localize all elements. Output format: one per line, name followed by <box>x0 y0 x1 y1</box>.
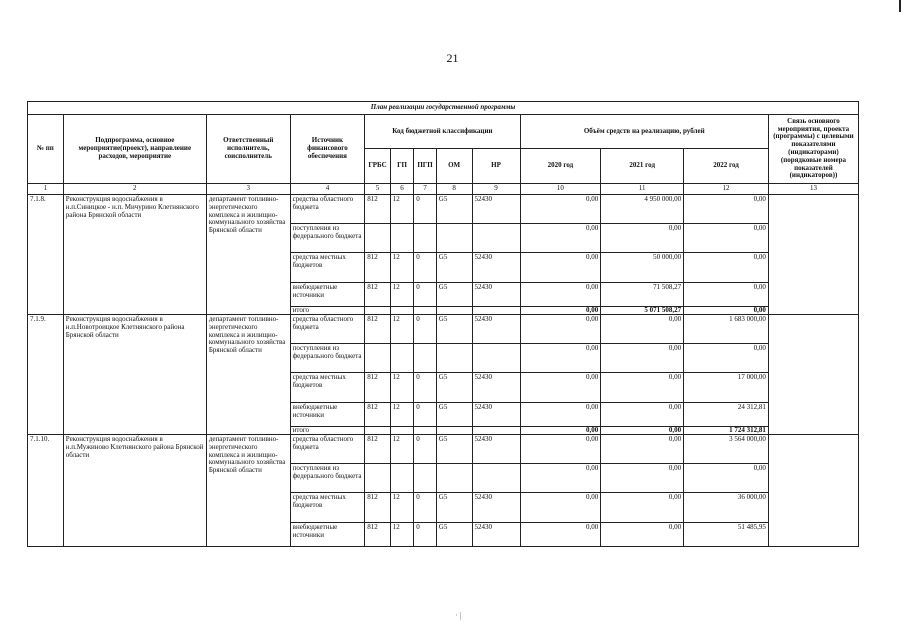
amount-2020-cell: 0,00 <box>520 464 601 493</box>
nr-cell: 52430 <box>472 315 520 344</box>
column-number: 3 <box>206 184 290 195</box>
amount-2022-cell: 24 312,81 <box>684 403 769 427</box>
amount-2022-cell: 36 000,00 <box>684 493 769 523</box>
empty-cell <box>436 307 472 315</box>
pgp-cell: 0 <box>414 523 436 547</box>
grbs-cell: 812 <box>365 493 391 523</box>
om-cell: G5 <box>436 523 472 547</box>
link-cell <box>768 435 858 547</box>
nr-cell <box>472 464 520 493</box>
nr-cell: 52430 <box>472 283 520 307</box>
header-responsible: Ответственный исполнитель, соисполнитель <box>206 115 290 184</box>
gp-cell: 12 <box>390 403 414 427</box>
amount-2021-cell: 50 000,00 <box>601 253 684 283</box>
empty-cell <box>472 427 520 435</box>
source-cell: средства областного бюджета <box>290 315 365 344</box>
pgp-cell <box>414 344 436 373</box>
amount-2021-cell: 71 508,27 <box>601 283 684 307</box>
total-label: итого <box>290 307 365 315</box>
om-cell: G5 <box>436 195 472 224</box>
header-subprogram: Подпрограмма, основное мероприятие(проект), направление расходов, мероприятие <box>63 115 206 184</box>
gp-cell: 12 <box>390 493 414 523</box>
column-number: 7 <box>414 184 436 195</box>
amount-2022-cell: 0,00 <box>684 224 769 253</box>
grbs-cell: 812 <box>365 373 391 403</box>
nr-cell: 52430 <box>472 523 520 547</box>
grbs-cell: 812 <box>365 523 391 547</box>
item-responsible: департамент топливно-энергетического комплекса и жилищно-коммунального хозяйства Брянской области <box>206 195 290 315</box>
empty-cell <box>365 427 391 435</box>
item-number: 7.1.8. <box>28 195 64 315</box>
empty-cell <box>472 307 520 315</box>
total-2022-cell: 0,00 <box>684 307 769 315</box>
amount-2020-cell: 0,00 <box>520 253 601 283</box>
column-number: 11 <box>601 184 684 195</box>
om-cell <box>436 464 472 493</box>
amount-2021-cell: 4 950 000,00 <box>601 195 684 224</box>
item-responsible: департамент топливно-энергетического комплекса и жилищно-коммунального хозяйства Брянской области <box>206 315 290 435</box>
item-responsible: департамент топливно-энергетического комплекса и жилищно-коммунального хозяйства Брянской области <box>206 435 290 547</box>
nr-cell: 52430 <box>472 253 520 283</box>
pgp-cell: 0 <box>414 283 436 307</box>
table-row <box>28 435 859 464</box>
amount-2021-cell: 0,00 <box>601 344 684 373</box>
pgp-cell: 0 <box>414 195 436 224</box>
amount-2021-cell: 0,00 <box>601 493 684 523</box>
gp-cell: 12 <box>390 435 414 464</box>
column-number: 4 <box>290 184 365 195</box>
grbs-cell <box>365 224 391 253</box>
header-om: ОМ <box>436 149 472 184</box>
corner-mark <box>899 0 901 12</box>
header-code-group: Код бюджетной классификации <box>365 115 520 149</box>
header-funds-group: Объём средств на реализацию, рублей <box>520 115 768 149</box>
item-number: 7.1.9. <box>28 315 64 435</box>
om-cell <box>436 224 472 253</box>
header-nr: НР <box>472 149 520 184</box>
om-cell: G5 <box>436 435 472 464</box>
source-cell: внебюджетные источники <box>290 523 365 547</box>
header-2022: 2022 год <box>684 149 769 184</box>
empty-cell <box>414 427 436 435</box>
amount-2020-cell: 0,00 <box>520 195 601 224</box>
column-number: 8 <box>436 184 472 195</box>
source-cell: поступления из федерального бюджета <box>290 224 365 253</box>
source-cell: средства местных бюджетов <box>290 493 365 523</box>
om-cell <box>436 344 472 373</box>
source-cell: поступления из федерального бюджета <box>290 344 365 373</box>
header-pgp: ПГП <box>414 149 436 184</box>
gp-cell <box>390 464 414 493</box>
pgp-cell: 0 <box>414 435 436 464</box>
amount-2021-cell: 0,00 <box>601 224 684 253</box>
source-cell: поступления из федерального бюджета <box>290 464 365 493</box>
amount-2020-cell: 0,00 <box>520 403 601 427</box>
amount-2022-cell: 3 564 000,00 <box>684 435 769 464</box>
amount-2022-cell: 51 485,95 <box>684 523 769 547</box>
amount-2021-cell: 0,00 <box>601 523 684 547</box>
amount-2020-cell: 0,00 <box>520 224 601 253</box>
link-cell <box>768 315 858 435</box>
amount-2020-cell: 0,00 <box>520 493 601 523</box>
grbs-cell <box>365 464 391 493</box>
om-cell: G5 <box>436 373 472 403</box>
empty-cell <box>414 307 436 315</box>
total-2020-cell: 0,00 <box>520 307 601 315</box>
amount-2021-cell: 0,00 <box>601 464 684 493</box>
grbs-cell <box>365 344 391 373</box>
gp-cell <box>390 224 414 253</box>
pgp-cell: 0 <box>414 253 436 283</box>
grbs-cell: 812 <box>365 315 391 344</box>
column-number: 1 <box>28 184 64 195</box>
amount-2021-cell: 0,00 <box>601 435 684 464</box>
amount-2022-cell: 1 683 000,00 <box>684 315 769 344</box>
header-num: № пп <box>28 115 64 184</box>
om-cell: G5 <box>436 283 472 307</box>
pgp-cell: 0 <box>414 403 436 427</box>
header-2020: 2020 год <box>520 149 601 184</box>
total-label: итого <box>290 427 365 435</box>
item-name: Реконструкция водоснабжения в н.п.Новотроицкое Клетнянского района Брянской области <box>63 315 206 435</box>
header-source: Источник финансового обеспечения <box>290 115 365 184</box>
gp-cell <box>390 344 414 373</box>
om-cell: G5 <box>436 253 472 283</box>
grbs-cell: 812 <box>365 195 391 224</box>
table-row <box>28 315 859 344</box>
total-2020-cell: 0,00 <box>520 427 601 435</box>
empty-cell <box>390 427 414 435</box>
grbs-cell: 812 <box>365 403 391 427</box>
gp-cell: 12 <box>390 253 414 283</box>
amount-2021-cell: 0,00 <box>601 315 684 344</box>
link-cell <box>768 195 858 315</box>
pgp-cell <box>414 224 436 253</box>
header-2021: 2021 год <box>601 149 684 184</box>
amount-2020-cell: 0,00 <box>520 344 601 373</box>
amount-2020-cell: 0,00 <box>520 373 601 403</box>
page-number: 21 <box>446 51 459 65</box>
gp-cell: 12 <box>390 195 414 224</box>
amount-2020-cell: 0,00 <box>520 435 601 464</box>
grbs-cell: 812 <box>365 253 391 283</box>
nr-cell <box>472 224 520 253</box>
gp-cell: 12 <box>390 283 414 307</box>
gp-cell: 12 <box>390 523 414 547</box>
grbs-cell: 812 <box>365 283 391 307</box>
amount-2022-cell: 0,00 <box>684 344 769 373</box>
item-name: Реконструкция водоснабжения в н.п.Синицкое - н.п. Мичурино Клетнянского района Брянской области <box>63 195 206 315</box>
amount-2020-cell: 0,00 <box>520 283 601 307</box>
empty-cell <box>365 307 391 315</box>
source-cell: внебюджетные источники <box>290 403 365 427</box>
table-row <box>28 195 859 224</box>
nr-cell: 52430 <box>472 493 520 523</box>
column-number: 2 <box>63 184 206 195</box>
amount-2022-cell: 0,00 <box>684 464 769 493</box>
om-cell: G5 <box>436 315 472 344</box>
total-2021-cell: 0,00 <box>601 427 684 435</box>
column-number: 13 <box>768 184 858 195</box>
amount-2022-cell: 17 000,00 <box>684 373 769 403</box>
item-number: 7.1.10. <box>28 435 64 547</box>
gp-cell: 12 <box>390 315 414 344</box>
header-link: Связь основного мероприятия, проекта (программы) с целевыми показателями (индикаторами) (порядковые номера показателей (индикаторов)) <box>768 115 858 184</box>
source-cell: внебюджетные источники <box>290 283 365 307</box>
empty-cell <box>436 427 472 435</box>
source-cell: средства местных бюджетов <box>290 373 365 403</box>
grbs-cell: 812 <box>365 435 391 464</box>
amount-2020-cell: 0,00 <box>520 315 601 344</box>
header-gp: ГП <box>390 149 414 184</box>
bottom-mark: · | <box>455 611 462 620</box>
empty-cell <box>390 307 414 315</box>
source-cell: средства областного бюджета <box>290 435 365 464</box>
nr-cell <box>472 344 520 373</box>
column-number: 6 <box>390 184 414 195</box>
pgp-cell: 0 <box>414 493 436 523</box>
amount-2021-cell: 0,00 <box>601 373 684 403</box>
om-cell: G5 <box>436 403 472 427</box>
pgp-cell <box>414 464 436 493</box>
nr-cell: 52430 <box>472 373 520 403</box>
column-number: 9 <box>472 184 520 195</box>
amount-2022-cell: 0,00 <box>684 253 769 283</box>
plan-table <box>27 101 859 547</box>
amount-2020-cell: 0,00 <box>520 523 601 547</box>
source-cell: средства областного бюджета <box>290 195 365 224</box>
total-2021-cell: 5 071 508,27 <box>601 307 684 315</box>
nr-cell: 52430 <box>472 195 520 224</box>
nr-cell: 52430 <box>472 435 520 464</box>
gp-cell: 12 <box>390 373 414 403</box>
table-title: План реализации государственной программы <box>28 102 859 115</box>
column-number-row <box>28 184 859 195</box>
source-cell: средства местных бюджетов <box>290 253 365 283</box>
amount-2022-cell: 0,00 <box>684 195 769 224</box>
total-2022-cell: 1 724 312,81 <box>684 427 769 435</box>
item-name: Реконструкция водоснабжения в н.п.Мужиново Клетнянского района Брянской области <box>63 435 206 547</box>
pgp-cell: 0 <box>414 315 436 344</box>
header-grbs: ГРБС <box>365 149 391 184</box>
nr-cell: 52430 <box>472 403 520 427</box>
om-cell: G5 <box>436 493 472 523</box>
amount-2021-cell: 0,00 <box>601 403 684 427</box>
pgp-cell: 0 <box>414 373 436 403</box>
column-number: 12 <box>684 184 769 195</box>
amount-2022-cell: 0,00 <box>684 283 769 307</box>
column-number: 5 <box>365 184 391 195</box>
column-number: 10 <box>520 184 601 195</box>
